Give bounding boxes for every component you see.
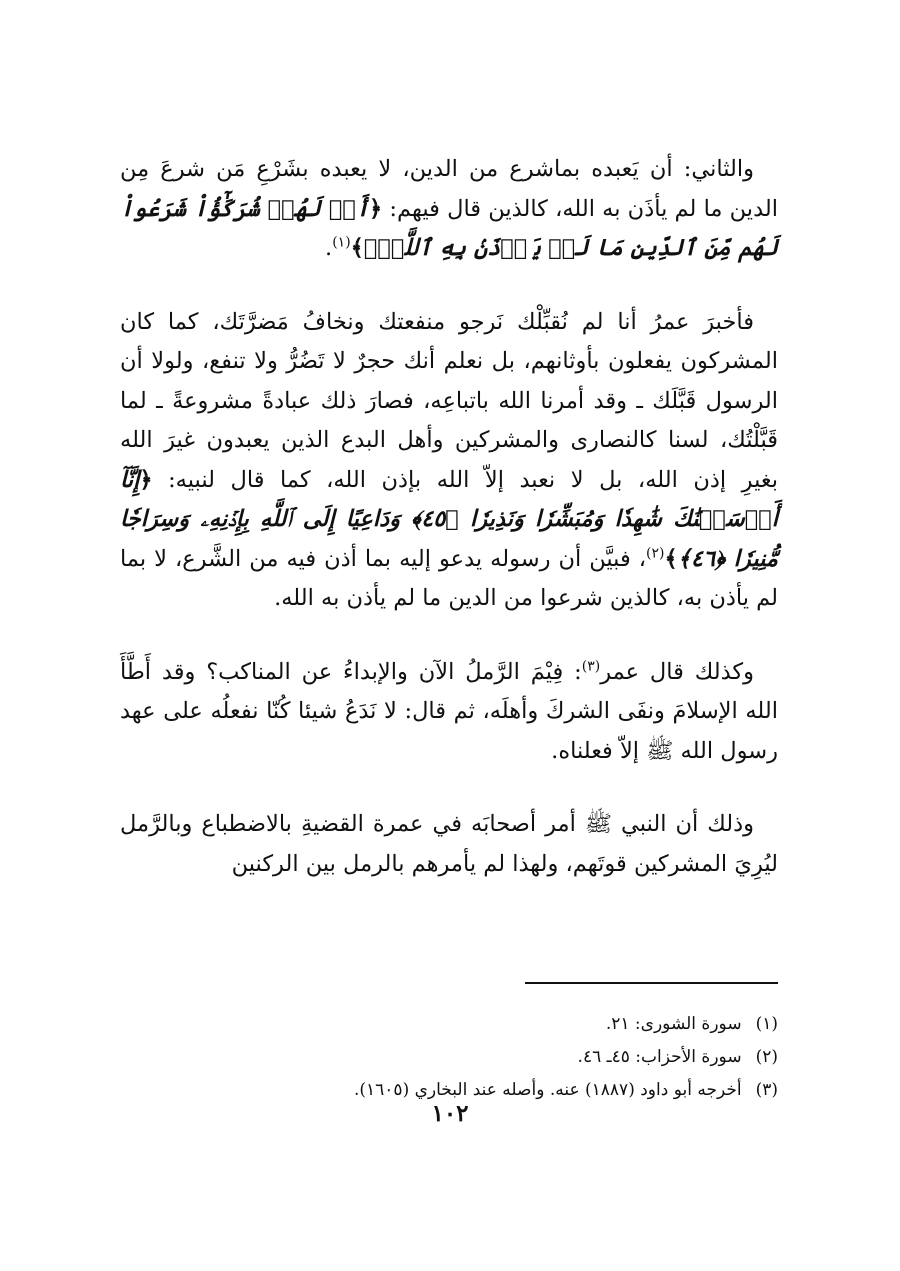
main-text (120, 150, 778, 884)
paragraph-2 (120, 303, 778, 619)
footnote-text: سورة الأحزاب: ٤٥ـ ٤٦. (577, 1047, 742, 1067)
quran-open-brace: ﴿ (369, 195, 383, 222)
footnote-1 (120, 1008, 778, 1041)
text-segment: ، فبيَّن أن رسوله يدعو إليه بما أذن فيه من الشَّرع، لا بما لم يأذن به، كالذين شرعوا من الدين ما لم يأذن به الله. (120, 545, 778, 611)
footnote-ref-3: (٣) (581, 658, 601, 674)
footnote-ref-1: (١) (332, 234, 351, 251)
footnote-ref-2: (٢) (646, 545, 665, 561)
footnotes (120, 1008, 778, 1107)
paragraph-3 (120, 653, 778, 772)
footnote-number: (١) (755, 1014, 778, 1034)
quran-verse: إِنَّآ أَرۡسَلۡنَٰكَ شَٰهِدٗا وَمُبَشِّرٗا وَنَذِيرٗا ﴿٤٥﴾ وَدَاعِيًا إِلَى ٱللَّهِ بِإِذۡنِهِۦ وَسِرَاجٗا مُّنِيرٗا ﴿٤٦﴾ (120, 466, 778, 572)
text-segment: فأخبرَ عمرُ أنا لم نُقبِّلْك نَرجو منفعتك ونخافُ مَضرَّتَك، كما كان المشركون يفعلون بأوثانهم، بل نعلم أنك حجرٌ لا تَضُرُّ ولا تنفع، ولولا أن الرسول قَبَّلَك ـ وقد أمرنا الله باتباعِه، فصارَ ذلك عبادةً مشروعةً ـ لما قَبَّلْتُك، لسنا كالنصارى والمشركين وأهل البدع الذين يعبدون غيرَ الله بغيرِ إذن الله، بل لا نعبد إلاّ الله بإذن الله، كما قال لنبيه: (120, 308, 778, 493)
quran-verse: أَمۡ لَهُمۡ شُرَكَٰٓؤُاْ شَرَعُواْ لَهُم مِّنَ ٱلدِّينِ مَا لَمۡ يَأۡذَنۢ بِهِ ٱللَّهُۚ (120, 195, 778, 261)
footnote-2 (120, 1041, 778, 1074)
paragraph-4 (120, 805, 778, 884)
footnote-text: أخرجه أبو داود (١٨٨٧) عنه. وأصله عند البخاري (١٦٠٥). (353, 1080, 742, 1100)
quran-close-brace: ﴾ (664, 545, 678, 572)
footnote-number: (٣) (755, 1080, 778, 1100)
text-segment: وذلك أن النبي ﷺ أمر أصحابَه في عمرة القضيةِ بالاضطباع وبالرَّمل ليُرِيَ المشركين قوتَهم، ولهذا لم يأمرهم بالرمل بين الركنين (120, 811, 778, 877)
text-segment: : فِيْمَ الرَّملُ الآن والإبداءُ عن المناكب؟ وقد أَطَّأَ الله الإسلامَ ونفَى الشركَ وأهلَه، ثم قال: لا نَدَعُ شيئا كُنّا نفعلُه على عهد رسول الله ﷺ إلاّ فعلناه. (120, 658, 778, 764)
text-segment: . (325, 235, 333, 261)
footnote-number: (٢) (755, 1047, 778, 1067)
text-segment: وكذلك قال عمر (600, 658, 754, 685)
quran-open-brace: ﴿ (139, 466, 153, 493)
page-number: ١٠٢ (431, 1100, 469, 1127)
text-segment: والثاني: أن يَعبده بماشرع من الدين، لا يعبده بشَرْعِ مَن شرعَ مِن الدين ما لم يأذَن به الله، كالذين قال فيهم: (120, 156, 778, 222)
footnote-divider (525, 982, 778, 984)
paragraph-1 (120, 150, 778, 269)
footnote-text: سورة الشورى: ٢١. (605, 1014, 742, 1034)
quran-close-brace: ﴾ (350, 235, 364, 261)
